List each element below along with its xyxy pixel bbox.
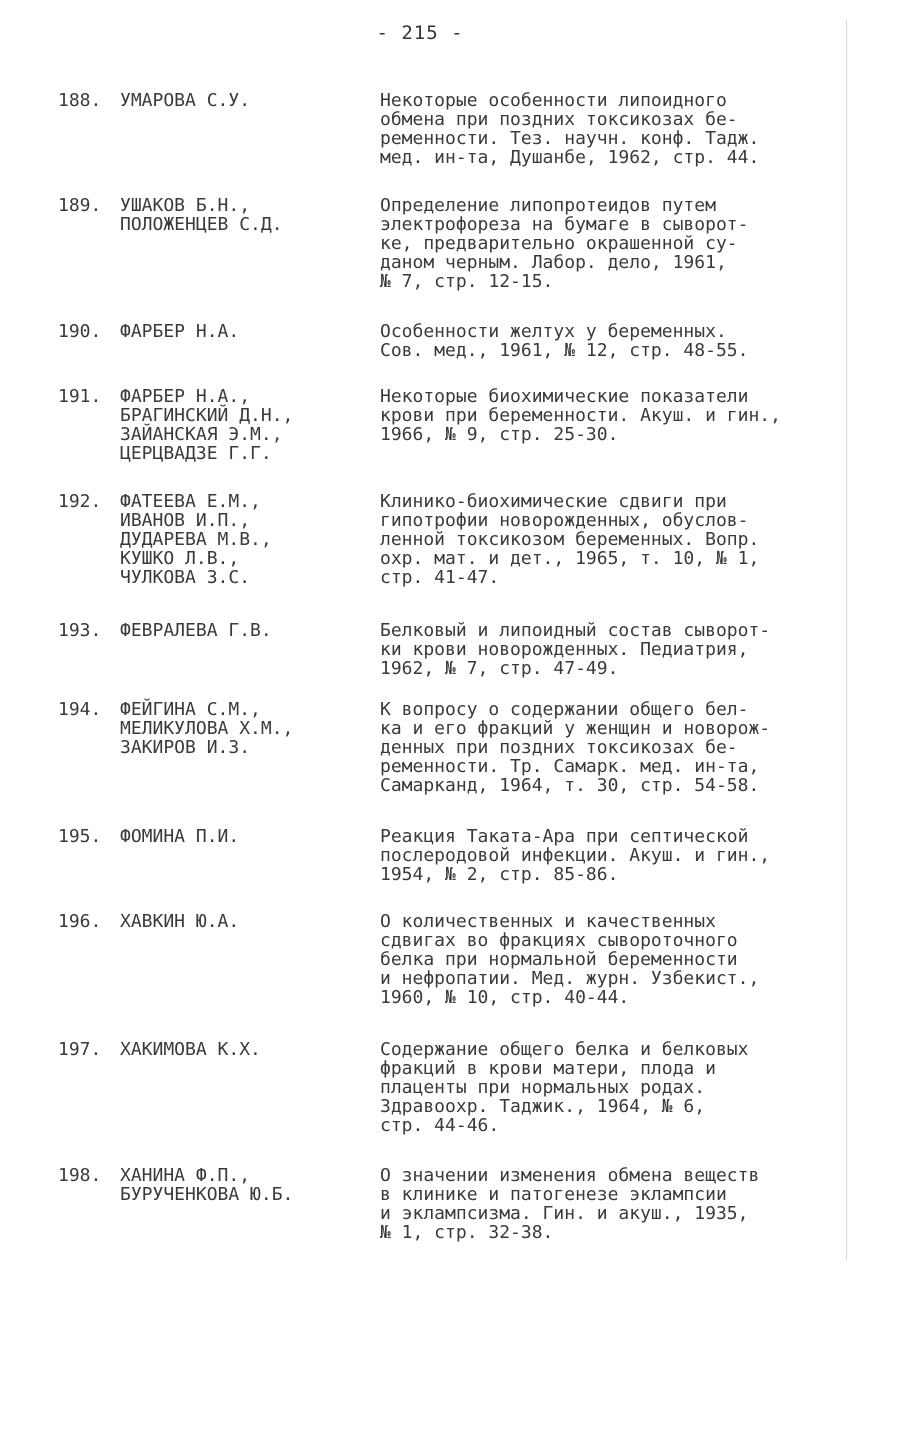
reference-line: и нефропатии. Мед. журн. Узбекист., xyxy=(380,968,760,989)
reference-line: Реакция Таката-Ара при септической xyxy=(380,826,749,847)
author-name: УМАРОВА С.У. xyxy=(120,90,251,111)
entry-authors xyxy=(120,827,360,846)
entry-authors xyxy=(120,1040,360,1059)
reference-line: № 7, стр. 12-15. xyxy=(380,271,554,292)
entry-reference xyxy=(380,196,846,291)
reference-line: денных при поздних токсикозах бе- xyxy=(380,737,738,758)
reference-line: и эклампсизма. Гин. и акуш., 1935, xyxy=(380,1203,749,1224)
reference-line: Особенности желтух у беременных. xyxy=(380,321,727,342)
reference-line: 1966, № 9, стр. 25-30. xyxy=(380,424,619,445)
entry-reference xyxy=(380,1040,846,1135)
reference-line: ка и его фракций у женщин и новорож- xyxy=(380,718,771,739)
entry-number: 192. xyxy=(58,491,102,512)
reference-line: Белковый и липоидный состав сыворот- xyxy=(380,620,771,641)
entry-reference xyxy=(380,322,846,360)
reference-line: Сов. мед., 1961, № 12, стр. 48-55. xyxy=(380,340,749,361)
entry-number: 198. xyxy=(58,1165,102,1186)
author-name: ЦЕРЦВАДЗЕ Г.Г. xyxy=(120,443,272,464)
entry-number: 189. xyxy=(58,195,102,216)
entry-reference xyxy=(380,492,846,587)
author-name: ДУДАРЕВА М.В., xyxy=(120,529,272,550)
entry-authors xyxy=(120,322,360,341)
reference-line: 1954, № 2, стр. 85-86. xyxy=(380,864,619,885)
author-name: ПОЛОЖЕНЦЕВ С.Д. xyxy=(120,214,283,235)
reference-line: электрофореза на бумаге в сыворот- xyxy=(380,214,749,235)
author-name: МЕЛИКУЛОВА Х.М., xyxy=(120,718,294,739)
entry-reference xyxy=(380,827,846,884)
entry-authors xyxy=(120,196,360,234)
reference-line: ременности. Тр. Самарк. мед. ин-та, xyxy=(380,756,760,777)
reference-line: крови при беременности. Акуш. и гин., xyxy=(380,405,781,426)
reference-line: стр. 44-46. xyxy=(380,1115,500,1136)
entry-reference xyxy=(380,621,846,678)
entry-number: 190. xyxy=(58,321,102,342)
author-name: ФЕЙГИНА С.М., xyxy=(120,699,261,720)
entry-reference xyxy=(380,91,846,167)
author-name: ХАВКИН Ю.А. xyxy=(120,911,240,932)
reference-line: охр. мат. и дет., 1965, т. 10, № 1, xyxy=(380,548,760,569)
reference-line: Некоторые особенности липоидного xyxy=(380,90,727,111)
reference-line: № 1, стр. 32-38. xyxy=(380,1222,554,1243)
reference-line: даном черным. Лабор. дело, 1961, xyxy=(380,252,727,273)
author-name: ЧУЛКОВА З.С. xyxy=(120,567,251,588)
reference-line: стр. 41-47. xyxy=(380,567,500,588)
entry-authors xyxy=(120,912,360,931)
reference-line: Некоторые биохимические показатели xyxy=(380,386,749,407)
reference-line: сдвигах во фракциях сывороточного xyxy=(380,930,738,951)
entry-reference xyxy=(380,912,846,1007)
author-name: ФАРБЕР Н.А., xyxy=(120,386,251,407)
entry-number: 191. xyxy=(58,386,102,407)
author-name: ХАКИМОВА К.Х. xyxy=(120,1039,261,1060)
reference-line: обмена при поздних токсикозах бе- xyxy=(380,109,738,130)
entry-number: 194. xyxy=(58,699,102,720)
author-name: ЗАЙАНСКАЯ Э.М., xyxy=(120,424,283,445)
reference-line: ременности. Тез. научн. конф. Тадж. xyxy=(380,128,760,149)
reference-line: 1962, № 7, стр. 47-49. xyxy=(380,658,619,679)
reference-line: О значении изменения обмена веществ xyxy=(380,1165,760,1186)
page-number: - 215 - xyxy=(376,22,464,44)
author-name: ИВАНОВ И.П., xyxy=(120,510,251,531)
reference-line: ки крови новорожденных. Педиатрия, xyxy=(380,639,749,660)
author-name: ЗАКИРОВ И.З. xyxy=(120,737,251,758)
reference-line: Содержание общего белка и белковых xyxy=(380,1039,749,1060)
author-name: ФОМИНА П.И. xyxy=(120,826,240,847)
reference-line: мед. ин-та, Душанбе, 1962, стр. 44. xyxy=(380,147,760,168)
entry-reference xyxy=(380,700,846,795)
author-name: БУРУЧЕНКОВА Ю.Б. xyxy=(120,1184,294,1205)
reference-line: белка при нормальной беременности xyxy=(380,949,738,970)
reference-line: Определение липопротеидов путем xyxy=(380,195,716,216)
entry-reference xyxy=(380,1166,846,1242)
reference-line: фракций в крови матери, плода и xyxy=(380,1058,716,1079)
entry-number: 197. xyxy=(58,1039,102,1060)
reference-line: Здравоохр. Таджик., 1964, № 6, xyxy=(380,1096,706,1117)
author-name: ФАРБЕР Н.А. xyxy=(120,321,240,342)
reference-line: О количественных и качественных xyxy=(380,911,716,932)
margin-rule xyxy=(846,20,847,1260)
entry-number: 196. xyxy=(58,911,102,932)
entry-authors xyxy=(120,621,360,640)
reference-line: 1960, № 10, стр. 40-44. xyxy=(380,987,630,1008)
entry-number: 193. xyxy=(58,620,102,641)
entry-authors xyxy=(120,91,360,110)
entry-reference xyxy=(380,387,846,444)
author-name: КУШКО Л.В., xyxy=(120,548,240,569)
reference-line: К вопросу о содержании общего бел- xyxy=(380,699,749,720)
author-name: ХАНИНА Ф.П., xyxy=(120,1165,251,1186)
entry-number: 195. xyxy=(58,826,102,847)
author-name: ФАТЕЕВА Е.М., xyxy=(120,491,261,512)
reference-line: плаценты при нормальных родах. xyxy=(380,1077,706,1098)
author-name: БРАГИНСКИЙ Д.Н., xyxy=(120,405,294,426)
reference-line: ке, предварительно окрашенной су- xyxy=(380,233,738,254)
reference-line: в клинике и патогенезе эклампсии xyxy=(380,1184,727,1205)
reference-line: гипотрофии новорожденных, обуслов- xyxy=(380,510,749,531)
entry-authors xyxy=(120,387,360,463)
entry-authors xyxy=(120,492,360,587)
entry-number: 188. xyxy=(58,90,102,111)
reference-line: Самарканд, 1964, т. 30, стр. 54-58. xyxy=(380,775,760,796)
reference-line: ленной токсикозом беременных. Вопр. xyxy=(380,529,760,550)
author-name: ФЕВРАЛЕВА Г.В. xyxy=(120,620,272,641)
entry-authors xyxy=(120,700,360,757)
reference-line: послеродовой инфекции. Акуш. и гин., xyxy=(380,845,771,866)
entry-authors xyxy=(120,1166,360,1204)
reference-line: Клинико-биохимические сдвиги при xyxy=(380,491,727,512)
author-name: УШАКОВ Б.Н., xyxy=(120,195,251,216)
